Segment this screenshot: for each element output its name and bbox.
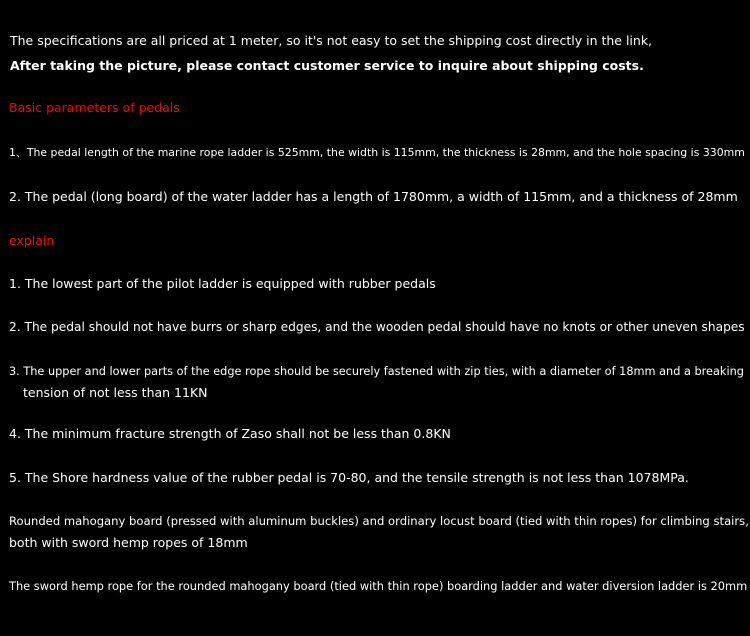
intro-line-2: After taking the picture, please contact customer service to inquire about shipping costs. [10, 58, 644, 73]
explain-heading: explain [9, 233, 55, 248]
note-paragraph-2: The sword hemp rope for the rounded mahogany board (tied with thin rope) boarding ladder and water diversion ladder is 20mm [9, 579, 748, 593]
basic-parameter-item-2: 2. The pedal (long board) of the water ladder has a length of 1780mm, a width of 115mm, and a thickness of 28mm [9, 189, 738, 204]
explain-item-5: 5. The Shore hardness value of the rubber pedal is 70-80, and the tensile strength is not less than 1078MPa. [9, 470, 689, 485]
intro-line-1: The specifications are all priced at 1 meter, so it's not easy to set the shipping cost directly in the link, [10, 33, 653, 48]
explain-item-1: 1. The lowest part of the pilot ladder is equipped with rubber pedals [9, 276, 436, 291]
explain-item-3-line-2: tension of not less than 11KN [23, 385, 208, 400]
explain-item-4: 4. The minimum fracture strength of Zaso shall not be less than 0.8KN [9, 426, 451, 441]
explain-item-2: 2. The pedal should not have burrs or sharp edges, and the wooden pedal should have no knots or other uneven shapes [9, 320, 745, 334]
basic-parameters-heading: Basic parameters of pedals [9, 100, 180, 115]
note-paragraph-1-line-2: both with sword hemp ropes of 18mm [9, 535, 248, 550]
explain-item-3-line-1: 3. The upper and lower parts of the edge rope should be securely fastened with zip ties, with a diameter of 18mm and a breaking [9, 365, 744, 378]
note-paragraph-1-line-1: Rounded mahogany board (pressed with aluminum buckles) and ordinary locust board (tied with thin ropes) for climbing stairs, [9, 514, 749, 528]
basic-parameter-item-1: 1、The pedal length of the marine rope ladder is 525mm, the width is 115mm, the thickness is 28mm, and the hole spacing is 330mm [9, 146, 745, 159]
